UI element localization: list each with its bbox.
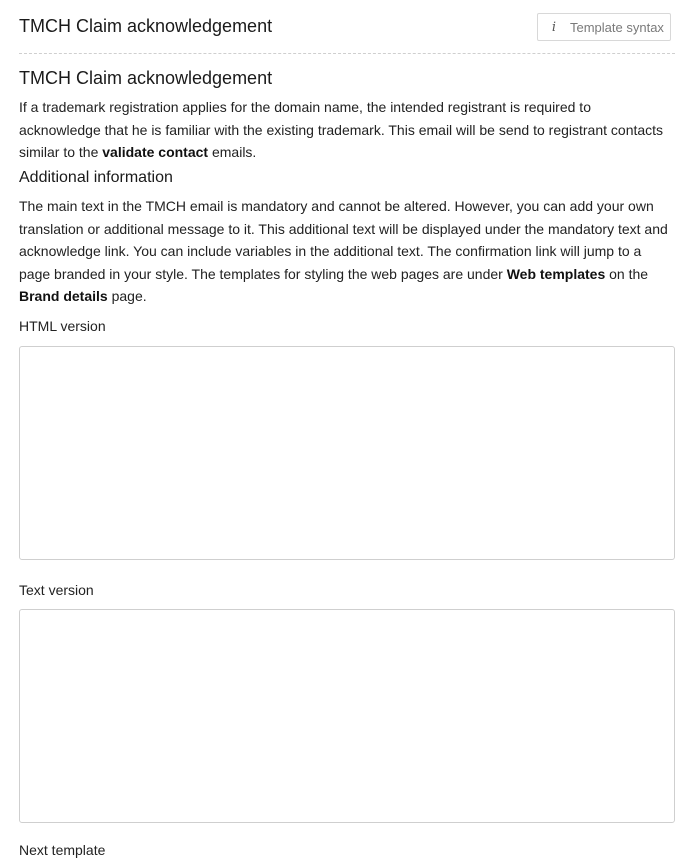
intro-text-2: emails. [208, 144, 257, 160]
validate-contact-text: validate contact [102, 144, 209, 160]
additional-text-3: page. [107, 288, 147, 304]
template-syntax-label: Template syntax [570, 19, 664, 35]
next-template-label: Next template [19, 842, 106, 858]
additional-information-title: Additional information [19, 169, 173, 186]
section-title: TMCH Claim acknowledgement [19, 68, 273, 88]
html-version-textarea[interactable] [19, 346, 675, 560]
info-icon: i [551, 19, 557, 35]
text-version-textarea[interactable] [19, 609, 675, 823]
page-header [19, 0, 675, 54]
web-templates-text: Web templates [506, 265, 606, 282]
intro-paragraph [19, 96, 675, 164]
additional-paragraph [19, 195, 675, 308]
additional-text-2: on the [605, 265, 649, 282]
html-version-label: HTML version [19, 318, 106, 334]
additional-text-1: The main text in the TMCH email is mandatory and cannot be altered. However, you can add your own translation or additional message to it. This additional text will be displayed under the mandatory text and acknowledge link. You can include variables in the additional text. The confirmation link will jump to a page branded in your style. The templates for styling the web pages are under [19, 198, 668, 282]
page-title: TMCH Claim acknowledgement [19, 16, 273, 36]
text-version-label: Text version [19, 582, 94, 598]
tmch-template-page [19, 0, 675, 858]
brand-details-text: Brand details [19, 288, 108, 304]
template-syntax-button[interactable] [537, 13, 671, 41]
intro-text-1: If a trademark registration applies for the domain name, the intended registrant is required to acknowledge that he is familiar with the existing trademark. This email will be send to registrant contacts similar to the [19, 99, 664, 160]
